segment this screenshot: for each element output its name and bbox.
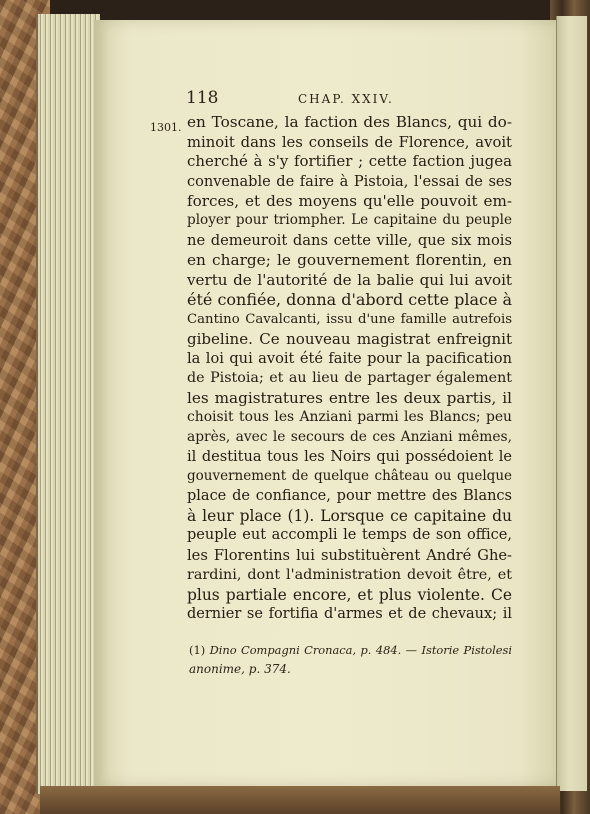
text-line: choisit tous les Anziani parmi les Blancs; peu: [187, 409, 512, 426]
text-line: en charge; le gouvernement florentin, en: [187, 250, 512, 269]
text-line: été confiée, donna d'abord cette place à: [187, 290, 513, 310]
text-line: de Pistoia; et au lieu de partager également: [187, 369, 512, 386]
text-line: plus partiale encore, et plus violente. Ce: [187, 585, 512, 604]
facing-page-edge: [556, 16, 587, 791]
text-line: dernier se fortifia d'armes et de chevaux; il: [187, 606, 512, 623]
margin-year: 1301.: [150, 121, 182, 134]
footnote-marker: (1): [189, 643, 206, 657]
bottom-cover-edge: [40, 786, 560, 814]
page-number: 118: [186, 88, 219, 108]
text-line: les magistratures entre les deux partis, il: [187, 388, 512, 407]
page-edges-stack: [36, 14, 100, 794]
running-header: [186, 88, 512, 110]
footnote-line: anonime, p. 374.: [189, 662, 291, 676]
text-line: gibeline. Ce nouveau magistrat enfreignit: [187, 329, 512, 348]
text-line: ne demeuroit dans cette ville, que six mois: [187, 232, 512, 250]
text-line: place de confiance, pour mettre des Blancs: [187, 488, 512, 505]
text-line: vertu de l'autorité de la balie qui lui avoit: [187, 270, 512, 289]
text-line: Cantino Cavalcanti, issu d'une famille autrefois: [187, 311, 512, 327]
text-line: minoit dans les conseils de Florence, avoit: [187, 133, 512, 151]
text-line: rardini, dont l'administration devoit être, et: [187, 566, 512, 583]
footnote: [189, 641, 512, 679]
text-line: il destitua tous les Noirs qui possédoient le: [187, 448, 512, 465]
main-text: [187, 113, 512, 625]
text-line: cherché à s'y fortifier ; cette faction jugea: [187, 152, 512, 171]
text-line: convenable de faire à Pistoia, l'essai de ses: [187, 173, 512, 191]
text-line: à leur place (1). Lorsque ce capitaine du: [187, 506, 512, 525]
footnote-line: [189, 641, 512, 660]
chapter-heading: CHAP. XXIV.: [298, 92, 394, 106]
text-line: en Toscane, la faction des Blancs, qui do-: [187, 113, 512, 131]
text-line: les Florentins lui substituèrent André Ghe-: [187, 547, 512, 565]
text-line: après, avec le secours de ces Anziani mêmes,: [187, 429, 512, 445]
text-line: la loi qui avoit été faite pour la pacification: [187, 350, 512, 368]
text-line: forces, et des moyens qu'elle pouvoit em-: [187, 191, 512, 210]
text-line: ployer pour triompher. Le capitaine du peuple: [187, 212, 512, 229]
text-line: peuple eut accompli le temps de son office,: [187, 527, 512, 544]
text-line: gouvernement de quelque château ou quelque: [187, 468, 512, 485]
footnote-text: Dino Compagni Cronaca, p. 484. — Istorie Pistolesi: [209, 643, 512, 657]
